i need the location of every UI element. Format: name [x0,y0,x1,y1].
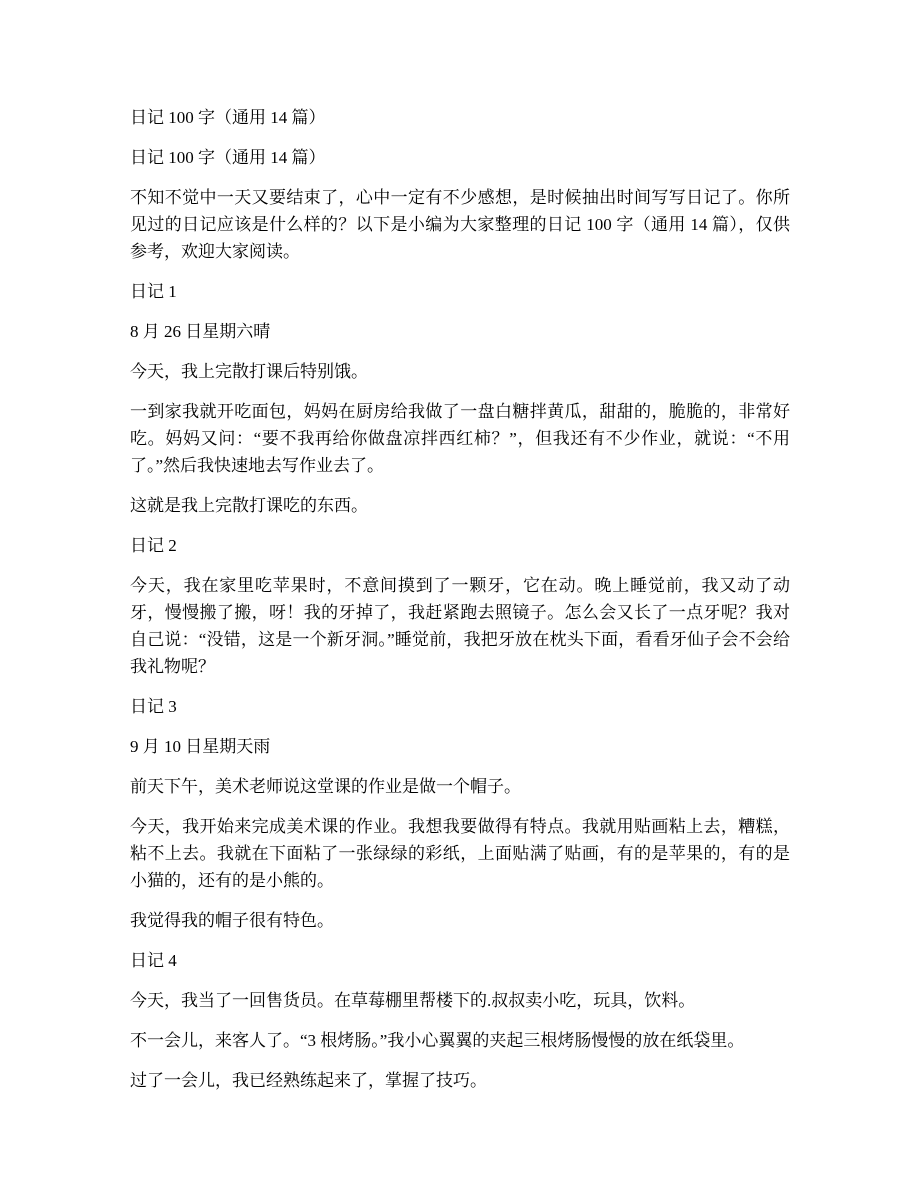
diary-1-paragraph: 一到家我就开吃面包，妈妈在厨房给我做了一盘白糖拌黄瓜，甜甜的，脆脆的，非常好吃。妈妈又问：“要不我再给你做盘凉拌西红柿？”，但我还有不少作业，就说：“不用了。”然后我快速地去写作业去了。 [130,402,790,475]
intro-paragraph: 不知不觉中一天又要结束了，心中一定有不少感想，是时候抽出时间写写日记了。你所见过的日记应该是什么样的？以下是小编为大家整理的日记 100 字（通用 14 篇），仅供参考，欢迎大家阅读。 [130,188,790,261]
diary-4-paragraph: 不一会儿，来客人了。“3 根烤肠。”我小心翼翼的夹起三根烤肠慢慢的放在纸袋里。 [130,1031,745,1050]
diary-3-paragraph: 今天，我开始来完成美术课的作业。我想我要做得有特点。我就用贴画粘上去，糟糕，粘不上去。我就在下面粘了一张绿绿的彩纸，上面贴满了贴画，有的是苹果的，有的是小猫的，还有的是小熊的。 [130,817,790,890]
diary-1-paragraph: 今天，我上完散打课后特别饿。 [130,362,368,381]
diary-1-paragraph: 这就是我上完散打课吃的东西。 [130,496,368,515]
diary-1-label: 日记 1 [130,282,177,301]
diary-4-paragraph: 过了一会儿，我已经熟练起来了，掌握了技巧。 [130,1071,487,1090]
doc-title: 日记 100 字（通用 14 篇） [130,108,326,127]
diary-2-label: 日记 2 [130,536,177,555]
doc-title-repeat: 日记 100 字（通用 14 篇） [130,148,326,167]
diary-2-paragraph: 今天，我在家里吃苹果时，不意间摸到了一颗牙，它在动。晚上睡觉前，我又动了动牙，慢慢搬了搬，呀！我的牙掉了，我赶紧跑去照镜子。怎么会又长了一点牙呢？我对自己说：“没错，这是一个新牙洞。”睡觉前，我把牙放在枕头下面，看看牙仙子会不会给我礼物呢？ [130,576,790,676]
diary-3-paragraph: 前天下午，美术老师说这堂课的作业是做一个帽子。 [130,777,521,796]
diary-4-label: 日记 4 [130,951,177,970]
diary-1-date: 8 月 26 日星期六晴 [130,322,271,341]
diary-3-paragraph: 我觉得我的帽子很有特色。 [130,911,334,930]
diary-4-paragraph: 今天，我当了一回售货员。在草莓棚里帮楼下的.叔叔卖小吃，玩具，饮料。 [130,991,696,1010]
diary-3-date: 9 月 10 日星期天雨 [130,737,271,756]
diary-3-label: 日记 3 [130,697,177,716]
